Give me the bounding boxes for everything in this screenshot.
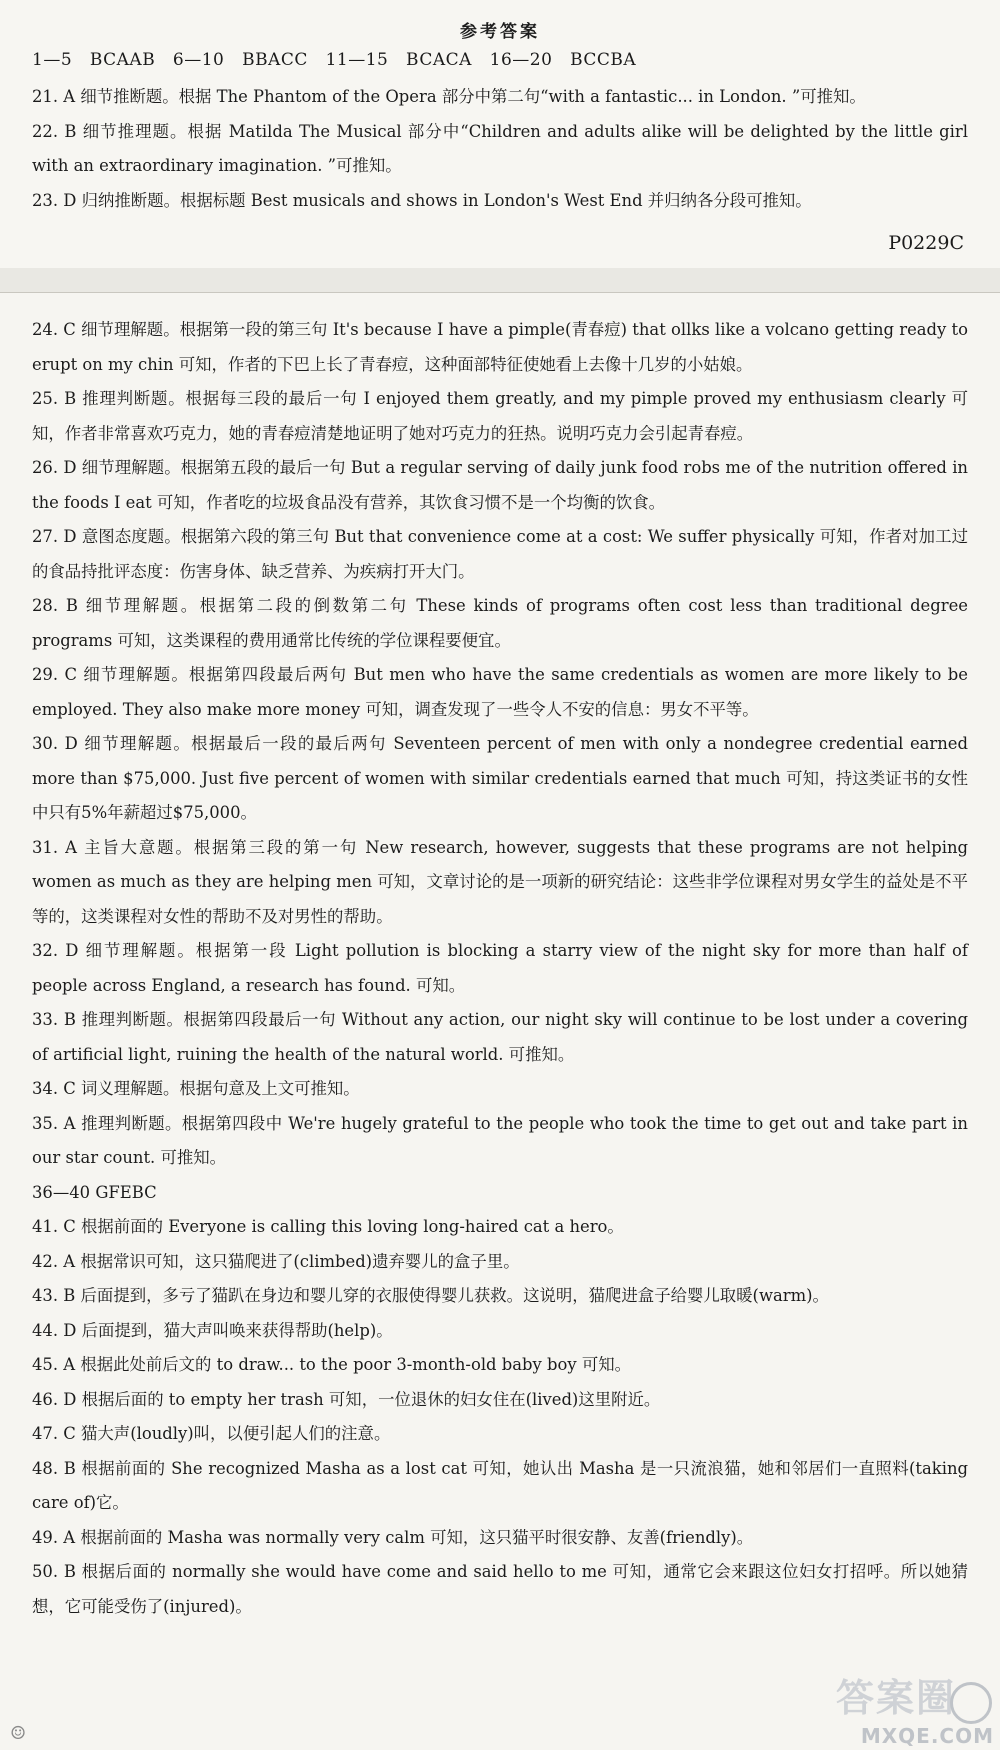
- answer-item: 35. A 推理判断题。根据第四段中 We're hugely grateful to the people who took the time to get out and take part in our star count. 可推知。: [32, 1113, 968, 1167]
- answer-item: 36—40 GFEBC: [32, 1182, 157, 1202]
- answer-item: 22. B 细节推理题。根据 Matilda The Musical 部分中“Children and adults alike will be delighted by the little girl with an extraordinary imagination. ”可推知。: [32, 121, 968, 175]
- answer-item: 21. A 细节推断题。根据 The Phantom of the Opera 部分中第二句“with a fantastic... in London. ”可推知。: [32, 87, 866, 106]
- answer-list-part1: [32, 80, 968, 218]
- answer-sheet-bottom: [0, 292, 1000, 1750]
- answer-item: 29. C 细节理解题。根据第四段最后两句 But men who have the same credentials as women are more likely to be employed. They also make more money 可知，调查发现了一些令人不安的信息：男女不平等。: [32, 665, 968, 719]
- answer-item: 47. C 猫大声(loudly)叫，以便引起人们的注意。: [32, 1424, 391, 1443]
- wechat-icon: ☺: [10, 1723, 27, 1744]
- watermark-site: MXQE.COM: [860, 1724, 994, 1748]
- answer-item: 50. B 根据后面的 normally she would have come and said hello to me 可知，通常它会来跟这位妇女打招呼。所以她猜想，它可能受伤了(injured)。: [32, 1562, 968, 1616]
- answer-item: 42. A 根据常识可知，这只猫爬进了(climbed)遗弃婴儿的盒子里。: [32, 1251, 520, 1271]
- answer-item: 26. D 细节理解题。根据第五段的最后一句 But a regular serving of daily junk food robs me of the nutrition offered in the foods I eat 可知，作者吃的垃圾食品没有营养，其饮食习惯不是一个均衡的饮食。: [32, 458, 968, 512]
- answer-item: 24. C 细节理解题。根据第一段的第三句 It's because I have a pimple(青春痘) that ollks like a volcano getting ready to erupt on my chin 可知，作者的下巴上长了青春痘，这种面部特征使她看上去像十几岁的小姑娘。: [32, 320, 968, 374]
- watermark-badge-icon: [950, 1682, 992, 1724]
- answer-item: 41. C 根据前面的 Everyone is calling this loving long-haired cat a hero。: [32, 1217, 624, 1236]
- page-title: 参考答案: [460, 22, 540, 42]
- answer-item: 23. D 归纳推断题。根据标题 Best musicals and shows in London's West End 并归纳各分段可推知。: [32, 190, 812, 210]
- page-gap: [0, 268, 1000, 292]
- watermark-logo: 答案圈: [835, 1676, 956, 1720]
- answer-item: 46. D 根据后面的 to empty her trash 可知，一位退休的妇女住在(lived)这里附近。: [32, 1389, 661, 1409]
- answer-item: 30. D 细节理解题。根据最后一段的最后两句 Seventeen percent of men with only a nondegree credential earned more than $75,000. Just five percent of women with similar credentials earned that much 可知，持这类证书的女性中只有5%年薪超过$75,000。: [32, 734, 968, 822]
- answer-item: 28. B 细节理解题。根据第二段的倒数第二句 These kinds of programs often cost less than traditional degree programs 可知，这类课程的费用通常比传统的学位课程要便宜。: [32, 596, 968, 650]
- answer-sheet-top: [0, 0, 1000, 269]
- answer-item: 48. B 根据前面的 She recognized Masha as a lost cat 可知，她认出 Masha 是一只流浪猫，她和邻居们一直照料(taking care of)它。: [32, 1458, 968, 1512]
- answer-item: 31. A 主旨大意题。根据第三段的第一句 New research, however, suggests that these programs are not helping women as much as they are helping men 可知，文章讨论的是一项新的研究结论：这些非学位课程对男女学生的益处是不平等的，这类课程对女性的帮助不及对男性的帮助。: [32, 837, 968, 926]
- paper-code: P0229C: [888, 232, 964, 254]
- answer-item: 33. B 推理判断题。根据第四段最后一句 Without any action, our night sky will continue to be lost under a covering of artificial light, ruining the health of the natural world. 可推知。: [32, 1010, 968, 1064]
- answer-item: 32. D 细节理解题。根据第一段 Light pollution is blocking a starry view of the night sky for more than half of people across England, a research has found. 可知。: [32, 941, 968, 995]
- answer-item: 49. A 根据前面的 Masha was normally very calm 可知，这只猫平时很安静、友善(friendly)。: [32, 1527, 754, 1547]
- answer-item: 44. D 后面提到，猫大声叫唤来获得帮助(help)。: [32, 1320, 393, 1340]
- answer-item: 27. D 意图态度题。根据第六段的第三句 But that convenience come at a cost: We suffer physically 可知，作者对加工过的食品持批评态度：伤害身体、缺乏营养、为疾病打开大门。: [32, 527, 968, 581]
- answer-item: 34. C 词义理解题。根据句意及上文可推知。: [32, 1079, 360, 1098]
- answer-item: 43. B 后面提到，多亏了猫趴在身边和婴儿穿的衣服使得婴儿获救。这说明，猫爬进盒子给婴儿取暖(warm)。: [32, 1286, 829, 1305]
- answer-list-part2: [32, 313, 968, 1624]
- answer-item: 25. B 推理判断题。根据每三段的最后一句 I enjoyed them greatly, and my pimple proved my enthusiasm clearly 可知，作者非常喜欢巧克力，她的青春痘清楚地证明了她对巧克力的狂热。说明巧克力会引起青春痘。: [32, 389, 968, 443]
- answer-item: 45. A 根据此处前后文的 to draw... to the poor 3-month-old baby boy 可知。: [32, 1355, 631, 1374]
- answer-keys-1-20: 1—5 BCAAB 6—10 BBACC 11—15 BCACA 16—20 BCCBA: [32, 50, 637, 70]
